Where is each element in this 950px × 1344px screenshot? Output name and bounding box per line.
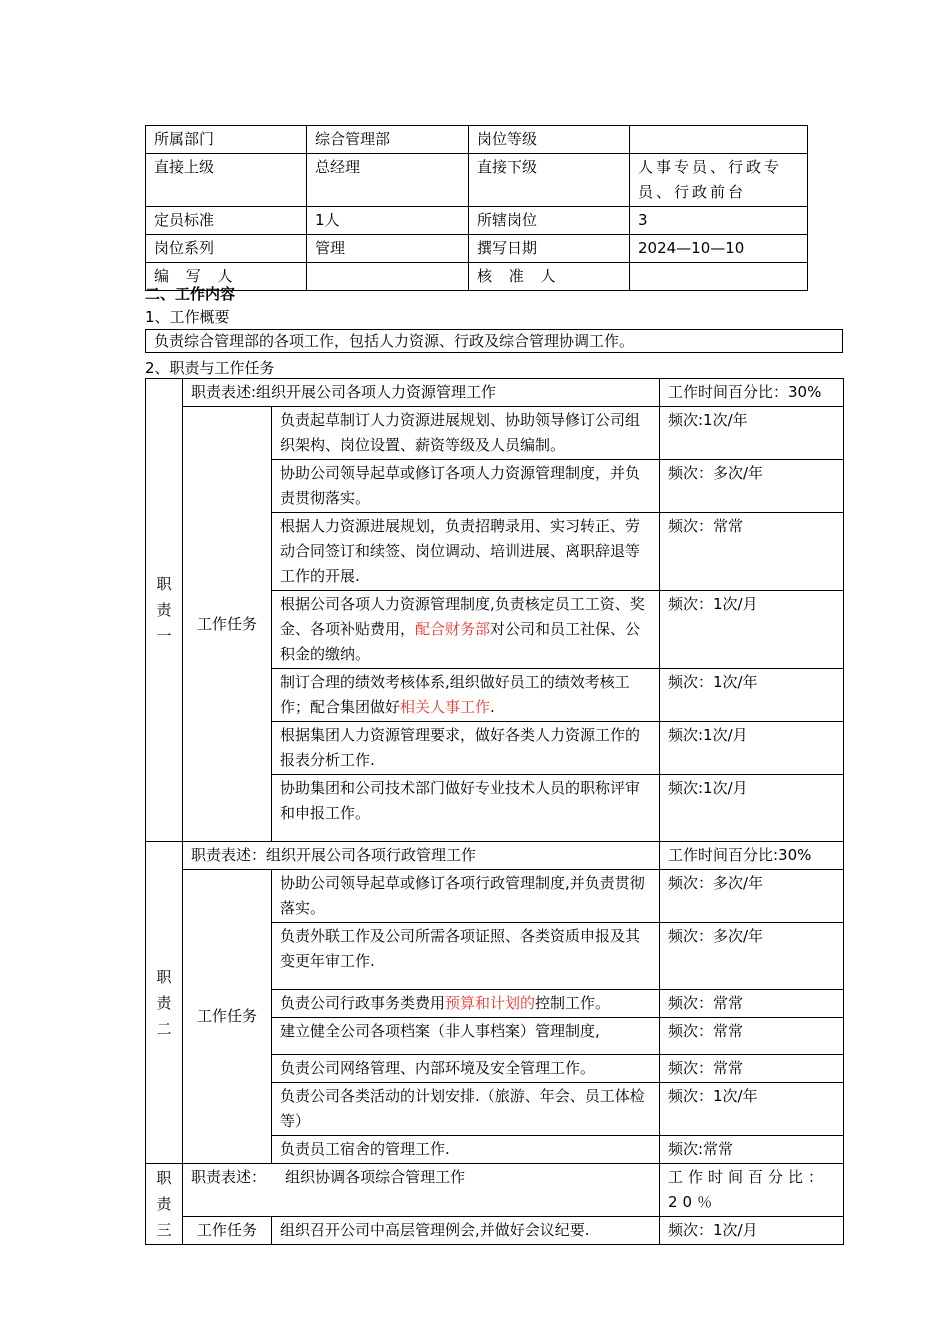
- task-description: 建立健全公司各项档案（非人事档案）管理制度,: [272, 1018, 660, 1055]
- info-value: 3: [630, 207, 808, 235]
- task-text: 制订合理的绩效考核体系,组织做好员工的绩效考核工作；配合集团做好: [280, 673, 630, 716]
- duty-label-char: 职: [156, 575, 172, 593]
- info-value: 总经理: [307, 154, 469, 207]
- task-description: 根据集团人力资源管理要求，做好各类人力资源工作的报表分析工作.: [272, 722, 660, 775]
- duty-label-char: 责: [156, 993, 172, 1012]
- duty-label: [146, 1164, 183, 1245]
- duty-time-percent: 工作时间百分比:30%: [660, 842, 844, 870]
- task-description: 负责外联工作及公司所需各项证照、各类资质申报及其变更年审工作.: [272, 923, 660, 990]
- task-description: 组织召开公司中高层管理例会,并做好会议纪要.: [272, 1217, 660, 1245]
- task-description: 负责公司网络管理、内部环境及安全管理工作。: [272, 1055, 660, 1083]
- duty-statement: 职责表述:组织开展公司各项人力资源管理工作: [183, 379, 660, 407]
- duty-label-char: 一: [156, 627, 172, 645]
- duty-label-char: 责: [156, 601, 172, 619]
- task-label: 工作任务: [183, 1217, 272, 1245]
- task-frequency: 频次：1次/年: [660, 1083, 844, 1136]
- task-description: 负责员工宿舍的管理工作.: [272, 1136, 660, 1164]
- task-frequency: 频次:常常: [660, 1136, 844, 1164]
- info-label: 岗位等级: [469, 126, 630, 154]
- task-text-highlight: 配合财务部: [415, 620, 491, 638]
- duty-label-char: 职: [156, 967, 172, 986]
- info-value: [630, 126, 808, 154]
- duties-title: 2、职责与工作任务: [145, 359, 275, 377]
- duty-statement: 职责表述： 组织协调各项综合管理工作: [183, 1164, 660, 1217]
- task-text-highlight: 相关人事工作: [400, 698, 491, 716]
- task-frequency: 频次：常常: [660, 1055, 844, 1083]
- info-label: 定员标准: [146, 207, 307, 235]
- duty-label: [146, 379, 183, 842]
- info-value: 1人: [307, 207, 469, 235]
- duty-time-percent: 工作时间百分比：20％: [660, 1164, 844, 1217]
- task-description: 协助公司领导起草或修订各项人力资源管理制度，并负责贯彻落实。: [272, 460, 660, 513]
- task-description: 协助公司领导起草或修订各项行政管理制度,并负责贯彻落实。: [272, 870, 660, 923]
- task-description: 协助集团和公司技术部门做好专业技术人员的职称评审和申报工作。: [272, 775, 660, 842]
- info-label: 撰写日期: [469, 235, 630, 263]
- info-label: 岗位系列: [146, 235, 307, 263]
- task-description: [272, 990, 660, 1018]
- task-frequency: 频次：多次/年: [660, 870, 844, 923]
- info-value: 人事专员、行政专员、行政前台: [630, 154, 808, 207]
- task-description: 负责起草制订人力资源进展规划、协助领导修订公司组织架构、岗位设置、薪资等级及人员编制。: [272, 407, 660, 460]
- info-value: 2024—10—10: [630, 235, 808, 263]
- task-label: 工作任务: [183, 407, 272, 842]
- info-label: 直接上级: [146, 154, 307, 207]
- task-frequency: 频次：1次/月: [660, 591, 844, 669]
- duty-statement: 职责表述：组织开展公司各项行政管理工作: [183, 842, 660, 870]
- task-frequency: 频次：多次/年: [660, 923, 844, 990]
- info-value: 综合管理部: [307, 126, 469, 154]
- duty-label-char: 三: [156, 1221, 172, 1239]
- section-title: 二、工作内容: [145, 285, 236, 303]
- task-frequency: 频次：1次/月: [660, 1217, 844, 1245]
- task-frequency: 频次：常常: [660, 990, 844, 1018]
- overview-title: 1、工作概要: [145, 308, 230, 326]
- duty-time-percent: 工作时间百分比：30%: [660, 379, 844, 407]
- overview-text: 负责综合管理部的各项工作，包括人力资源、行政及综合管理协调工作。: [145, 329, 843, 353]
- info-value: [630, 263, 808, 291]
- duty-label-char: 职: [156, 1169, 172, 1187]
- info-value: 管理: [307, 235, 469, 263]
- task-frequency: 频次:1次/月: [660, 722, 844, 775]
- task-frequency: 频次：1次/年: [660, 669, 844, 722]
- info-value: [307, 263, 469, 291]
- task-text: .: [490, 698, 495, 716]
- duty-label: [146, 842, 183, 1164]
- duties-table: [145, 378, 844, 1245]
- duty-label-char: 责: [156, 1195, 172, 1213]
- task-frequency: 频次：常常: [660, 1018, 844, 1055]
- task-frequency: 频次:1次/年: [660, 407, 844, 460]
- task-text: 根据公司各项人力资源管理制度,负责核定员工工资、奖金、各项补贴费用，: [280, 595, 645, 638]
- task-description: [272, 591, 660, 669]
- info-label: 直接下级: [469, 154, 630, 207]
- task-description: [272, 669, 660, 722]
- task-text-highlight: 预算和计划的: [445, 994, 536, 1012]
- task-frequency: 频次：常常: [660, 513, 844, 591]
- duty-label-char: 二: [156, 1019, 172, 1038]
- task-text: 负责公司行政事务类费用: [280, 994, 446, 1012]
- basic-info-table: [145, 125, 808, 291]
- task-label: 工作任务: [183, 870, 272, 1164]
- task-description: 根据人力资源进展规划，负责招聘录用、实习转正、劳动合同签订和续签、岗位调动、培训进展、离职辞退等工作的开展.: [272, 513, 660, 591]
- info-label: 核 准 人: [469, 263, 630, 291]
- info-label: 所属部门: [146, 126, 307, 154]
- task-description: 负责公司各类活动的计划安排.（旅游、年会、员工体检等）: [272, 1083, 660, 1136]
- task-frequency: 频次：多次/年: [660, 460, 844, 513]
- info-label: 编 写 人: [146, 263, 307, 291]
- task-frequency: 频次:1次/月: [660, 775, 844, 842]
- task-text: 控制工作。: [535, 994, 611, 1012]
- task-text: 对公司和员工社保、公积金的缴纳。: [280, 620, 641, 663]
- info-label: 所辖岗位: [469, 207, 630, 235]
